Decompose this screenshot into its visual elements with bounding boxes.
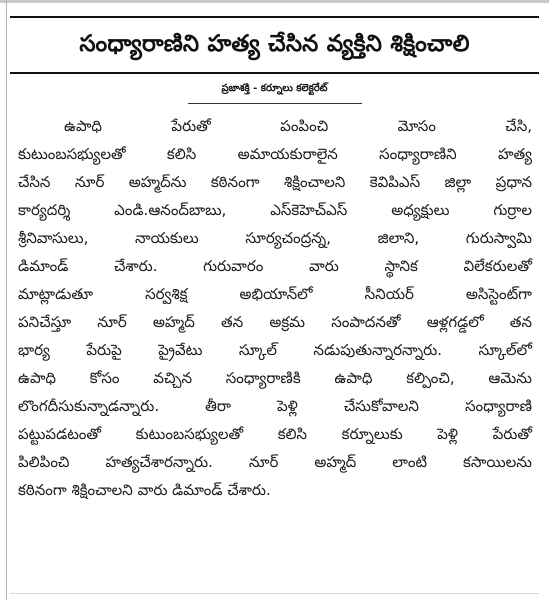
article-line: కుటుంబసభ్యులతో కలిసి అమాయకురాలైన సంధ్యారాణిని హత్య [18,145,532,163]
article-line: పనిచేస్తూ నూర్ అహ్మద్ తన అక్రమ సంపాదనతో ఆళ్లగడ్డలో తన [18,313,532,331]
article-line: ఉపాధి పేరుతో పంపించి మోసం చేసి, [64,117,532,135]
article-body [18,112,532,504]
article-line: పిలిపించి హత్యచేశారన్నారు. నూర్ అహ్మద్ లాంటి కసాయిలను [18,453,532,471]
bottom-border [10,593,539,594]
headline: సంధ్యారాణిని హత్య చేసిన వ్యక్తిని శిక్షించాలి [79,31,470,58]
article-line: లొంగదీసుకున్నాడన్నారు. తీరా పెళ్లి చేసుకోవాలని సంధ్యారాణి [18,397,532,415]
article-line: పట్టుపడటంతో కుటుంబసభ్యులతో కలిసి కర్నూలుకు పెళ్లి పేరుతో [18,425,532,443]
article-line: కఠినంగా శిక్షించాలని వారు డిమాండ్ చేశారు. [18,481,271,499]
article-line: ఉపాధి కోసం వచ్చిన సంధ్యారాణికి ఉపాధి కల్పించి, ఆమెను [18,369,532,387]
article-line: కార్యదర్శి ఎండి.ఆనంద్‌బాబు, ఎస్‌కెహెచ్‌ఎస్ అధ్యక్షులు గుర్రాల [18,201,532,219]
top-border [0,0,549,3]
article-line: భార్య పేరుపై ప్రైవేటు స్కూల్ నడుపుతున్నారన్నారు. స్కూల్‌లో [18,341,532,359]
headline-box [10,16,539,74]
dateline-underline [188,103,362,104]
article-line: డిమాండ్ చేశారు. గురువారం వారు స్థానిక విలేకరులతో [18,257,532,275]
article-line: చేసిన నూర్ అహ్మద్‌ను కఠినంగా శిక్షించాలని కెవిపిఎస్ జిల్లా ప్రధాన [18,173,532,191]
dateline: ప్రజాశక్తి - కర్నూలు కలెక్టరేట్ [221,83,328,94]
article-line: మాట్లాడుతూ సర్వశిక్ష అభియాన్‌లో సీనియర్ అసిస్టెంట్‌గా [18,285,532,303]
article-line: శ్రీనివాసులు, నాయకులు సూర్యచంద్రన్న, జిలాని, గురుస్వామి [18,229,532,247]
